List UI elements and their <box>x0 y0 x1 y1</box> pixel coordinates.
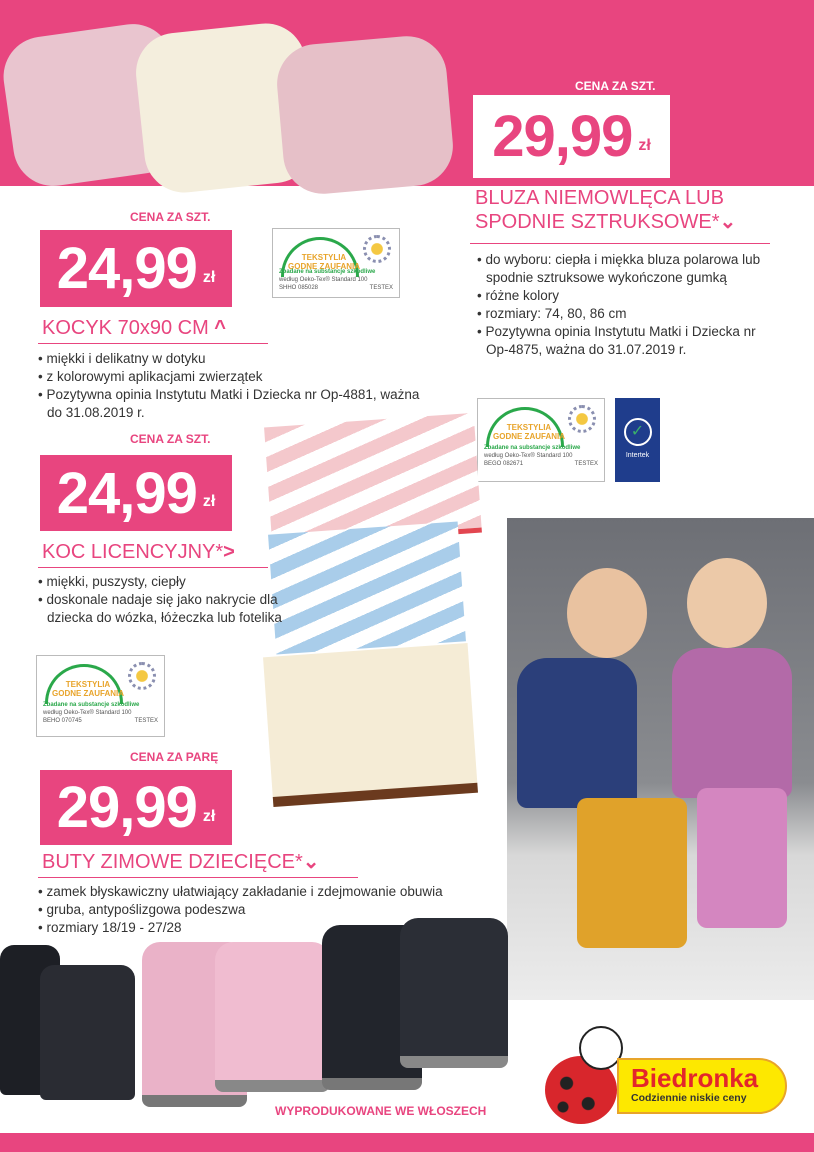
product-bullets <box>38 350 438 422</box>
pink-boot-image <box>215 942 330 1092</box>
flower-icon <box>128 662 156 690</box>
chevron-down-icon: ⌄ <box>302 851 320 873</box>
certificate-text: GODNE ZAUFANIA <box>52 689 124 698</box>
cream-pooh-blanket-image <box>263 643 478 807</box>
price-currency: zł <box>202 807 216 825</box>
certificate-text: TESTEX <box>574 461 598 467</box>
intertek-badge: ✓ Intertek <box>615 398 660 482</box>
certificate-text: według Oeko-Tex® Standard 100 <box>43 710 132 716</box>
bullet: • Pozytywna opinia Instytutu Matki i Dziecka nr Op-4875, ważna do 31.07.2019 r. <box>477 323 777 359</box>
checkmark-icon: ✓ <box>624 418 652 446</box>
price-value: 24,99 <box>56 236 197 301</box>
product-title <box>42 540 235 564</box>
brand-name: Biedronka <box>631 1063 759 1093</box>
product-title <box>42 316 226 340</box>
bullet: • doskonale nadaje się jako nakrycie dla dziecka do wózka, łóżeczka lub fotelika <box>38 591 293 627</box>
price-box <box>40 770 232 845</box>
price-caption: CENA ZA SZT. <box>130 210 211 224</box>
oeko-tex-certificate <box>36 655 165 737</box>
product-title-line: SPODNIE SZTRUKSOWE* <box>475 211 720 233</box>
bullet: • Pozytywna opinia Instytutu Matki i Dziecka nr Op-4881, ważna do 31.08.2019 r. <box>38 386 438 422</box>
bullet: • zamek błyskawiczny ułatwiający zakładanie i zdejmowanie obuwia <box>38 883 518 901</box>
price-value: 24,99 <box>56 460 197 526</box>
flower-icon <box>363 235 391 263</box>
made-in-italy-label: WYPRODUKOWANE WE WŁOSZECH <box>275 1104 487 1118</box>
price-caption: CENA ZA SZT. <box>575 79 656 93</box>
striped-blue-blanket-image <box>268 522 466 655</box>
chevron-up-icon: ^ <box>214 317 226 339</box>
price-value: 29,99 <box>56 775 197 840</box>
certificate-text: BEGO 082671 <box>484 461 524 467</box>
certificate-text: Zbadane na substancje szkodliwe <box>43 702 140 708</box>
certificate-text: GODNE ZAUFANIA <box>288 262 360 271</box>
certificate-text: TEKSTYLIA <box>301 253 347 262</box>
divider <box>38 877 358 878</box>
certificate-text: Zbadane na substancje szkodliwe <box>484 445 581 451</box>
bullet: • z kolorowymi aplikacjami zwierzątek <box>38 368 438 386</box>
bottom-pink-band <box>0 1133 814 1152</box>
flower-icon <box>568 405 596 433</box>
certificate-text: GODNE ZAUFANIA <box>493 432 565 441</box>
oeko-tex-certificate <box>272 228 400 298</box>
certificate-text: BEHO 070745 <box>43 718 82 724</box>
divider <box>38 567 268 568</box>
kids-photo <box>507 518 814 1000</box>
product-title-text: KOCYK 70x90 CM <box>42 317 209 339</box>
divider <box>470 243 770 244</box>
black-boot-image <box>40 965 135 1100</box>
divider <box>38 343 268 344</box>
product-title <box>475 186 736 234</box>
bullet: • rozmiary: 74, 80, 86 cm <box>477 305 777 323</box>
product-title-line: BLUZA NIEMOWLĘCA LUB <box>475 187 724 209</box>
price-caption: CENA ZA PARĘ <box>130 750 219 764</box>
chevron-down-icon: ⌄ <box>719 211 737 233</box>
bullet: • miękki, puszysty, ciepły <box>38 573 293 591</box>
certificate-text: TEKSTYLIA <box>65 680 111 689</box>
price-caption: CENA ZA SZT. <box>130 432 211 446</box>
certificate-text: TEKSTYLIA <box>506 423 552 432</box>
product-title-text: BUTY ZIMOWE DZIECIĘCE* <box>42 851 303 873</box>
price-box <box>40 455 232 531</box>
certificate-text: według Oeko-Tex® Standard 100 <box>279 277 368 283</box>
chevron-right-icon: > <box>223 541 235 563</box>
product-title-text: KOC LICENCYJNY* <box>42 541 224 563</box>
product-bullets <box>477 251 777 359</box>
bullet: • różne kolory <box>477 287 777 305</box>
blanket-pink-lion-image <box>274 33 456 197</box>
certificate-text: według Oeko-Tex® Standard 100 <box>484 453 573 459</box>
bullet: • gruba, antypoślizgowa podeszwa <box>38 901 518 919</box>
biedronka-logo <box>545 1018 790 1128</box>
certificate-text: SHHO 085028 <box>279 285 319 291</box>
black-boot-image <box>400 918 508 1068</box>
price-currency: zł <box>638 136 651 154</box>
oeko-tex-certificate <box>477 398 605 482</box>
brand-slogan: Codziennie niskie ceny <box>631 1092 747 1104</box>
price-value: 29,99 <box>492 104 633 169</box>
price-currency: zł <box>202 493 216 510</box>
certificate-text: TESTEX <box>134 718 158 724</box>
product-bullets <box>38 573 293 627</box>
price-box <box>40 230 232 307</box>
product-title <box>42 850 320 874</box>
bullet: • miękki i delikatny w dotyku <box>38 350 438 368</box>
price-box <box>473 95 670 178</box>
bullet: • do wyboru: ciepła i miękka bluza polarowa lub spodnie sztruksowe wykończone gumką <box>477 251 777 287</box>
price-currency: zł <box>202 268 216 286</box>
certificate-text: TESTEX <box>369 285 393 291</box>
certificate-text: Zbadane na substancje szkodliwe <box>279 269 376 275</box>
bullet: • rozmiary 18/19 - 27/28 <box>38 919 518 937</box>
